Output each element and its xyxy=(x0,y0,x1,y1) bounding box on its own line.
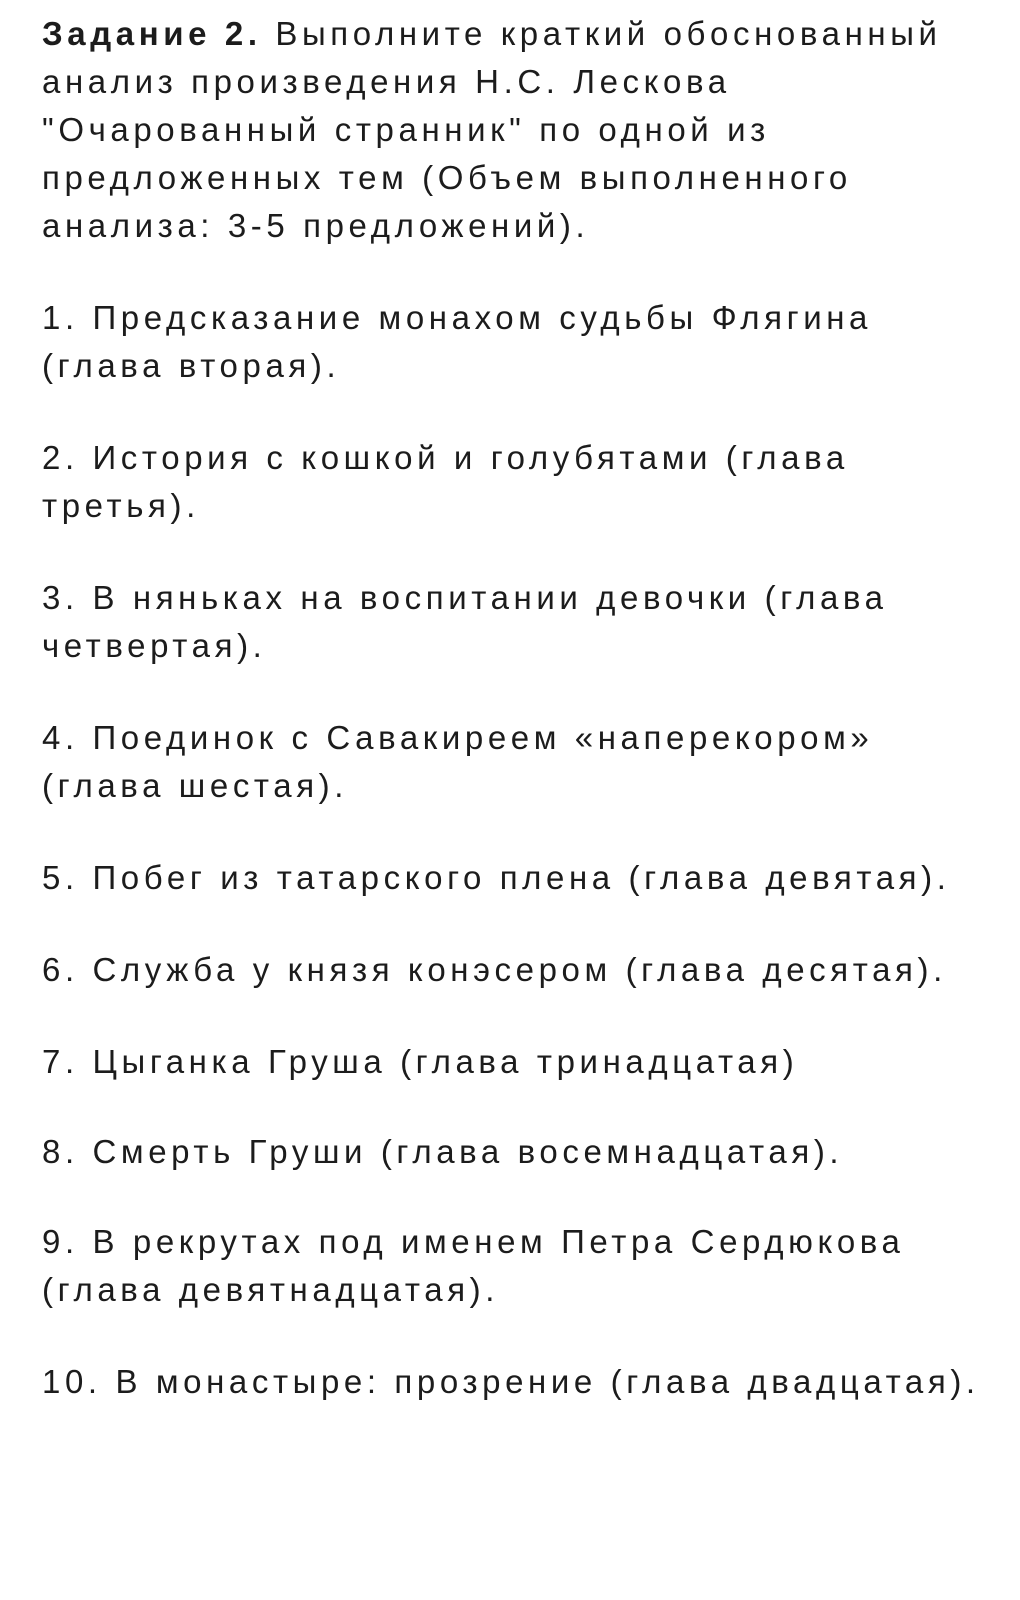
topic-item-3: 3. В няньках на воспитании девочки (глава четвертая). xyxy=(42,579,888,664)
topic-item-7: 7. Цыганка Груша (глава тринадцатая) xyxy=(42,1043,799,1080)
topic-item-9: 9. В рекрутах под именем Петра Сердюкова (глава девятнадцатая). xyxy=(42,1223,905,1308)
topic-item-4: 4. Поединок с Савакиреем «наперекором» (глава шестая). xyxy=(42,719,874,804)
task-instruction: Выполните краткий обоснованный анализ произведения Н.С. Лескова "Очарованный странник" по одной из предложенных тем (Объем выполненного анализа: 3-5 предложений). xyxy=(42,15,942,244)
document-page xyxy=(42,10,1002,1450)
topic-item-2: 2. История с кошкой и голубятами (глава третья). xyxy=(42,439,849,524)
task-label: Задание 2. xyxy=(42,15,262,52)
topic-item-10: 10. В монастыре: прозрение (глава двадцатая). xyxy=(42,1363,980,1400)
task-statement xyxy=(42,10,1002,250)
topic-item-5: 5. Побег из татарского плена (глава девятая). xyxy=(42,859,951,896)
topic-item-6: 6. Служба у князя конэсером (глава десятая). xyxy=(42,951,947,988)
topic-item-8: 8. Смерть Груши (глава восемнадцатая). xyxy=(42,1133,844,1170)
topic-item-1: 1. Предсказание монахом судьбы Флягина (глава вторая). xyxy=(42,299,873,384)
